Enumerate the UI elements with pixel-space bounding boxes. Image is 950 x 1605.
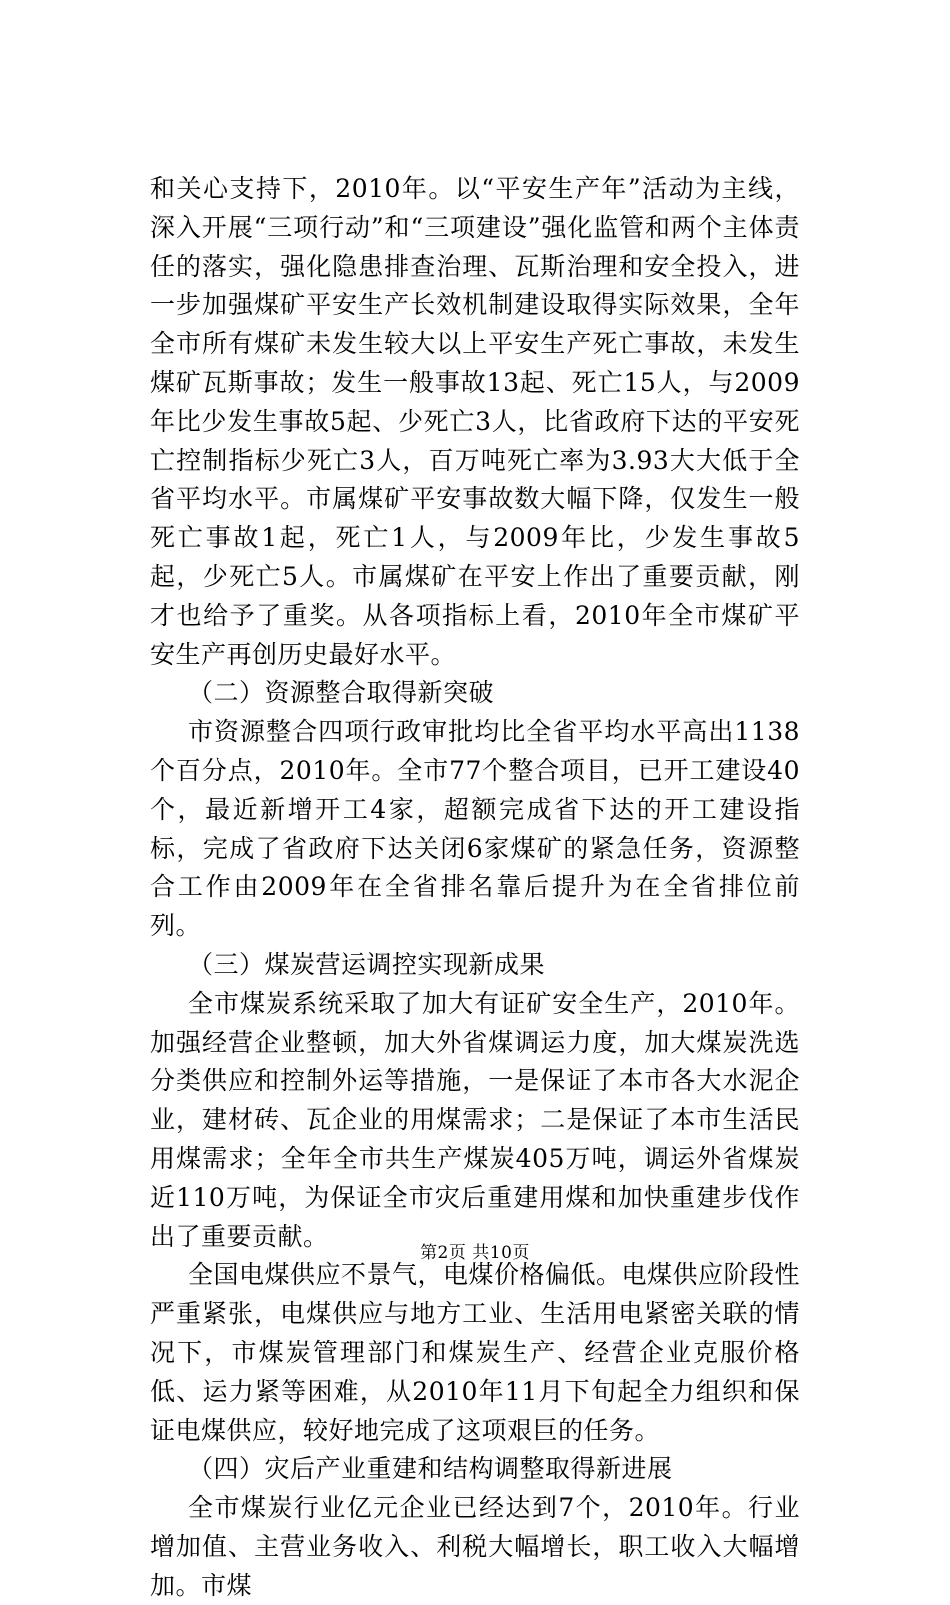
paragraph-coal-operation: 全市煤炭系统采取了加大有证矿安全生产，2010年。加强经营企业整顿，加大外省煤调运力度，加大煤炭洗选分类供应和控制外运等措施，一是保证了本市各大水泥企业，建材砖、瓦企业的用煤需求；二是保证了本市生活民用煤需求；全年全市共生产煤炭405万吨，调运外省煤炭近110万吨，为保证全市灾后重建用煤和加快重建步伐作出了重要贡献。 <box>150 988 800 1251</box>
paragraph-resource-integration: 市资源整合四项行政审批均比全省平均水平高出1138个百分点，2010年。全市77个整合项目，已开工建设40个，最近新增开工4家，超额完成省下达的开工建设指标，完成了省政府下达关闭6家煤矿的紧急任务，资源整合工作由2009年在全省排名靠后提升为在全省排位前列。 <box>150 717 800 941</box>
section-heading-reconstruction: （四）灾后产业重建和结构调整取得新进展 <box>188 1454 673 1484</box>
paragraph-safety-results: 和关心支持下，2010年。以“平安生产年”活动为主线，深入开展“三项行动”和“三项建设”强化监管和两个主体责任的落实，强化隐患排查治理、瓦斯治理和安全投入，进一步加强煤矿平安生产长效机制建设取得实际效果，全年全市所有煤矿未发生较大以上平安生产死亡事故，未发生煤矿瓦斯事故；发生一般事故13起、死亡15人，与2009年比少发生事故5起、少死亡3人，比省政府下达的平安死亡控制指标少死亡3人，百万吨死亡率为3.93大大低于全省平均水平。市属煤矿平安事故数大幅下降，仅发生一般死亡事故1起，死亡1人，与2009年比，少发生事故5起，少死亡5人。市属煤矿在平安上作出了重要贡献，刚才也给予了重奖。从各项指标上看，2010年全市煤矿平安生产再创历史最好水平。 <box>150 174 800 669</box>
paragraph-reconstruction: 全市煤炭行业亿元企业已经达到7个，2010年。行业增加值、主营业务收入、利税大幅增长，职工收入大幅增加。市煤 <box>150 1493 800 1600</box>
document-body <box>150 170 800 1605</box>
section-heading-resource-integration: （二）资源整合取得新突破 <box>188 678 495 708</box>
section-heading-coal-operation: （三）煤炭营运调控实现新成果 <box>188 949 546 979</box>
paragraph-power-coal-supply: 全国电煤供应不景气，电煤价格偏低。电煤供应阶段性严重紧张，电煤供应与地方工业、生活用电紧密关联的情况下，市煤炭管理部门和煤炭生产、经营企业克服价格低、运力紧等困难，从2010年11月下旬起全力组织和保证电煤供应，较好地完成了这项艰巨的任务。 <box>150 1260 801 1445</box>
page-number-footer: 第2页 共10页 <box>420 1243 530 1263</box>
